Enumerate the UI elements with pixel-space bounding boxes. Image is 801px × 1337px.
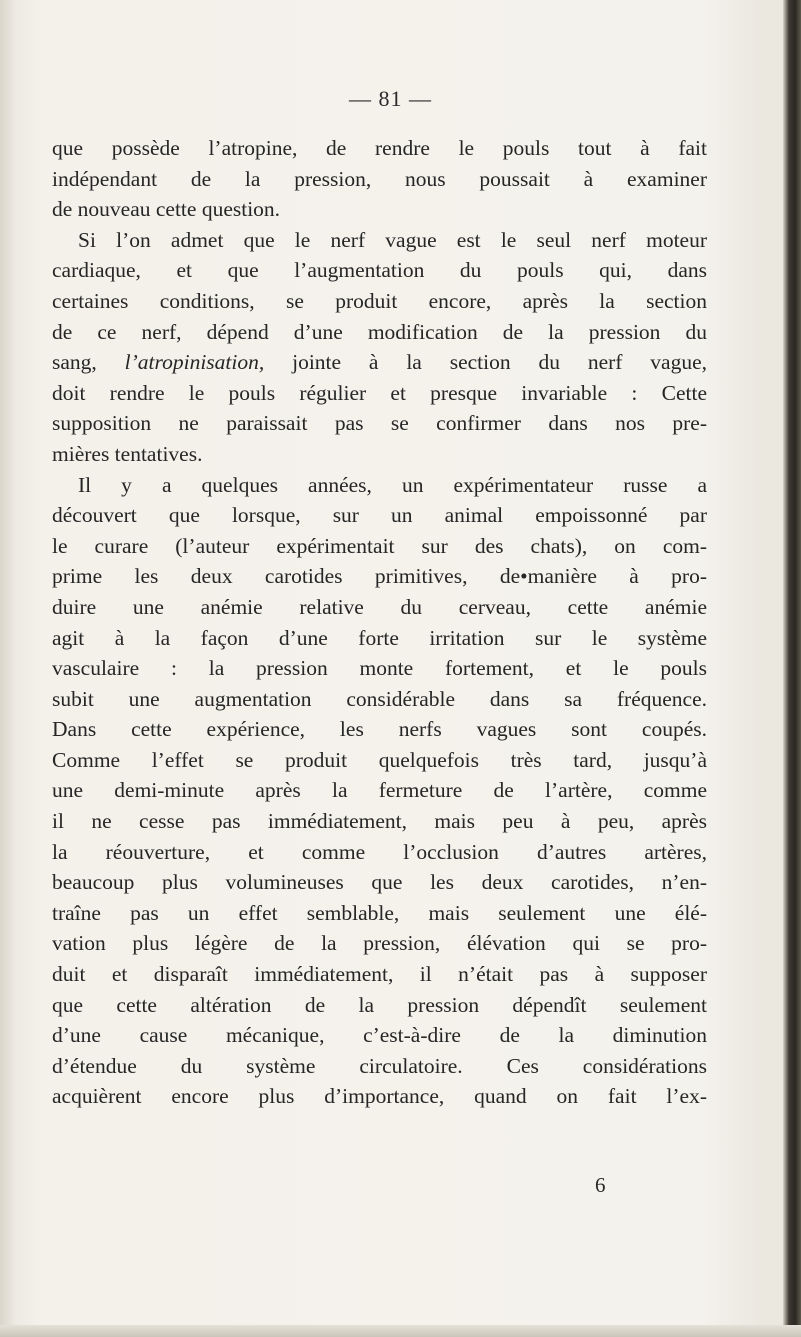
text-line: que possède l’atropine, de rendre le pouls tout à fait	[52, 136, 707, 160]
text-line: vation plus légère de la pression, élévation qui se pro-	[52, 931, 707, 956]
text-line: le curare (l’auteur expérimentait sur des chats), on com-	[52, 533, 707, 558]
text-line: que cette altération de la pression dépendît seulement	[52, 992, 707, 1017]
binding-edge	[783, 0, 801, 1337]
text-line: agit à la façon d’une forte irritation sur le système	[52, 625, 707, 650]
text-line: sang, l’atropinisation, jointe à la section du nerf vague,	[52, 350, 708, 375]
text-line: il ne cesse pas immédiatement, mais peu à peu, après	[52, 809, 707, 834]
text-line: supposition ne paraissait pas se confirmer dans nos pre-	[52, 411, 707, 436]
text-line: traîne pas un effet semblable, mais seulement une élé-	[52, 900, 707, 925]
text-line: subit une augmentation considérable dans sa fréquence.	[52, 686, 707, 711]
text-line: découvert que lorsque, sur un animal empoissonné par	[52, 503, 707, 528]
text-line: duit et disparaît immédiatement, il n’était pas à supposer	[52, 962, 707, 987]
text-line: d’une cause mécanique, c’est-à-dire de la diminution	[52, 1023, 707, 1048]
text-line: de ce nerf, dépend d’une modification de la pression du	[52, 319, 707, 344]
text-line: duire une anémie relative du cerveau, cette anémie	[52, 594, 707, 619]
text-line: la réouverture, et comme l’occlusion d’autres artères,	[52, 839, 707, 864]
page-left-edge	[0, 0, 14, 1337]
text-line: de nouveau cette question.	[52, 197, 281, 222]
text-line: doit rendre le pouls régulier et presque invariable : Cette	[52, 380, 707, 405]
text-line: beaucoup plus volumineuses que les deux carotides, n’en-	[52, 870, 707, 895]
italic-term: l’atropinisation,	[124, 350, 265, 375]
text-line: prime les deux carotides primitives, de•manière à pro-	[52, 564, 707, 589]
text-line: une demi-minute après la fermeture de l’artère, comme	[52, 778, 707, 803]
signature-mark: 6	[595, 1173, 606, 1197]
text-line: acquièrent encore plus d’importance, quand on fait l’ex-	[52, 1084, 707, 1109]
text-line: Dans cette expérience, les nerfs vagues sont coupés.	[52, 717, 707, 742]
text-line: Comme l’effet se produit quelquefois très tard, jusqu’à	[52, 747, 707, 772]
text-line: mières tentatives.	[52, 441, 203, 466]
text-line: certaines conditions, se produit encore, après la section	[52, 288, 707, 313]
text-line: Si l’on admet que le nerf vague est le seul nerf moteur	[78, 227, 707, 252]
text-line: indépendant de la pression, nous poussait à examiner	[52, 166, 707, 191]
text-line: vasculaire : la pression monte fortement, et le pouls	[52, 656, 707, 681]
text-line: cardiaque, et que l’augmentation du pouls qui, dans	[52, 258, 707, 283]
text-line: d’étendue du système circulatoire. Ces considérations	[52, 1053, 707, 1078]
text-line: Il y a quelques années, un expérimentateur russe a	[78, 472, 707, 497]
page-number-header: — 81 —	[349, 86, 432, 111]
page-bottom-edge	[0, 1325, 801, 1337]
body-text	[52, 133, 707, 1112]
